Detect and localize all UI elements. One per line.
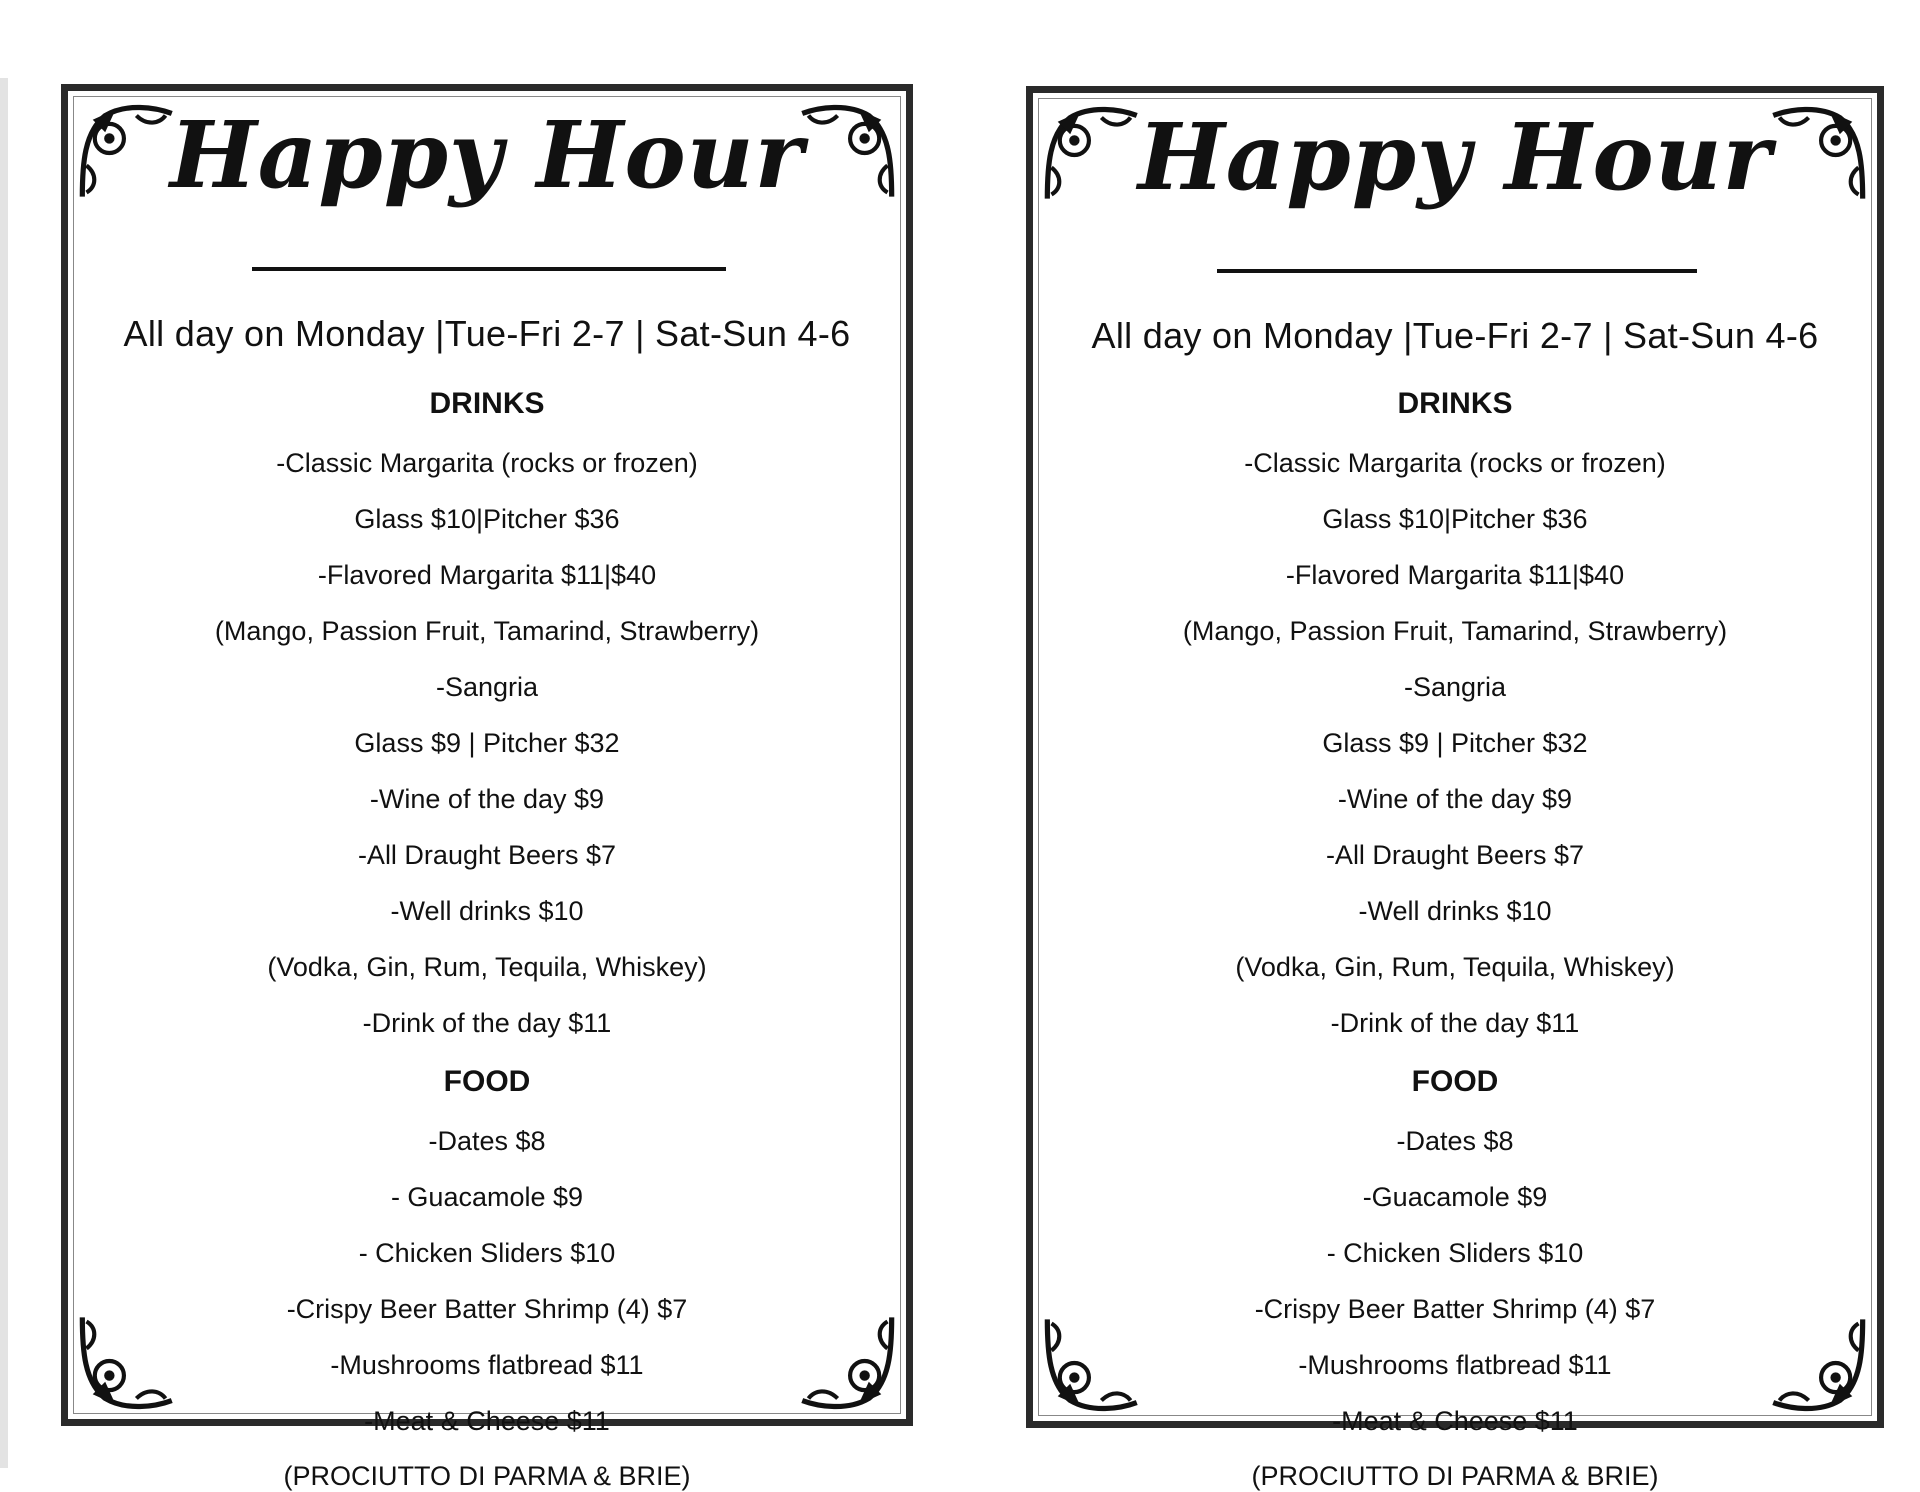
- hours-line: All day on Monday |Tue-Fri 2-7 | Sat-Sun 4-6: [123, 313, 851, 354]
- menu-line: -Dates $8: [1396, 1126, 1514, 1156]
- menu-line: Glass $10|Pitcher $36: [354, 504, 620, 534]
- menu-line: -All Draught Beers $7: [357, 840, 617, 870]
- menu-line: (Mango, Passion Fruit, Tamarind, Strawberry): [1182, 616, 1728, 646]
- menu-line: -All Draught Beers $7: [1325, 840, 1585, 870]
- menu-line: -Drink of the day $11: [362, 1008, 612, 1038]
- menu-line: -Meat & Cheese $11: [1332, 1406, 1578, 1436]
- food-heading: FOOD: [443, 1065, 531, 1098]
- menu-line: -Mushrooms flatbread $11: [330, 1350, 644, 1380]
- menu-line: -Classic Margarita (rocks or frozen): [276, 448, 698, 478]
- menu-line: -Well drinks $10: [1358, 896, 1552, 926]
- title-underline: [1217, 269, 1697, 273]
- menu-line: -Drink of the day $11: [1330, 1008, 1580, 1038]
- menu-line: -Well drinks $10: [390, 896, 584, 926]
- menu-title: Happy Hour: [169, 101, 805, 209]
- menu-line: Glass $9 | Pitcher $32: [1322, 728, 1588, 758]
- menu-line: -Crispy Beer Batter Shrimp (4) $7: [1254, 1294, 1656, 1324]
- page-edge-strip: [0, 78, 8, 1468]
- menu-line: -Wine of the day $9: [369, 784, 605, 814]
- menu-line: Glass $10|Pitcher $36: [1322, 504, 1588, 534]
- menu-line: -Dates $8: [428, 1126, 546, 1156]
- drinks-heading: DRINKS: [429, 387, 545, 420]
- menu-line: -Guacamole $9: [1362, 1182, 1548, 1212]
- menu-line: (PROCIUTTO DI PARMA & BRIE): [283, 1461, 691, 1491]
- menu-line: - Guacamole $9: [390, 1182, 584, 1212]
- menu-line: - Chicken Sliders $10: [1326, 1238, 1584, 1268]
- menu-line: -Flavored Margarita $11|$40: [1285, 560, 1625, 590]
- menu-line: Glass $9 | Pitcher $32: [354, 728, 620, 758]
- menu-line: (Vodka, Gin, Rum, Tequila, Whiskey): [267, 952, 707, 982]
- hours-line: All day on Monday |Tue-Fri 2-7 | Sat-Sun 4-6: [1091, 315, 1819, 356]
- menu-card-right: [1026, 86, 1884, 1491]
- menu-line: -Crispy Beer Batter Shrimp (4) $7: [286, 1294, 688, 1324]
- menu-line: -Flavored Margarita $11|$40: [317, 560, 657, 590]
- menu-line: (Mango, Passion Fruit, Tamarind, Strawberry): [214, 616, 760, 646]
- menu-line: -Wine of the day $9: [1337, 784, 1573, 814]
- title-underline: [252, 267, 726, 271]
- menu-line: -Mushrooms flatbread $11: [1298, 1350, 1612, 1380]
- menu-title: Happy Hour: [1137, 103, 1773, 211]
- drinks-heading: DRINKS: [1397, 387, 1513, 420]
- menu-line: - Chicken Sliders $10: [358, 1238, 616, 1268]
- menu-line: (PROCIUTTO DI PARMA & BRIE): [1251, 1461, 1659, 1491]
- menu-card-left: [61, 84, 913, 1491]
- menu-line: -Classic Margarita (rocks or frozen): [1244, 448, 1666, 478]
- food-heading: FOOD: [1411, 1065, 1499, 1098]
- menu-line: -Sangria: [1403, 672, 1507, 702]
- menu-line: (Vodka, Gin, Rum, Tequila, Whiskey): [1235, 952, 1675, 982]
- menu-line: -Meat & Cheese $11: [364, 1406, 610, 1436]
- menu-line: -Sangria: [435, 672, 539, 702]
